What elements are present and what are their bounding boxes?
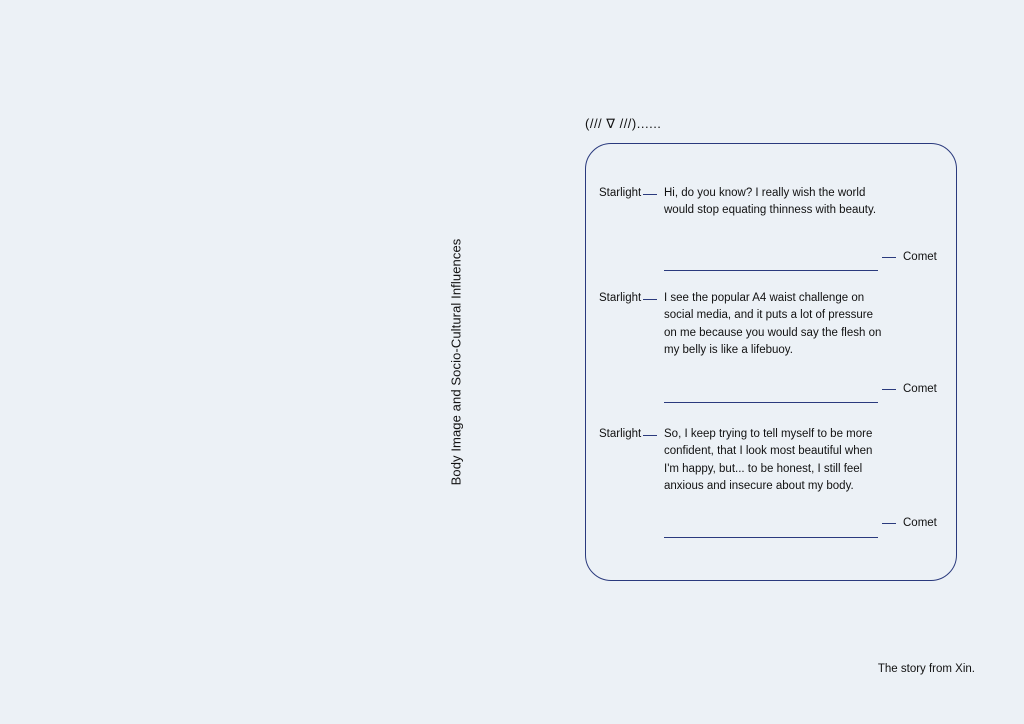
reply-answer-line[interactable] bbox=[664, 402, 878, 403]
speaker-dash bbox=[643, 194, 657, 195]
side-title: Body Image and Socio-Cultural Influences bbox=[448, 238, 464, 486]
reply-dash bbox=[882, 257, 896, 258]
footer-credit: The story from Xin. bbox=[877, 663, 975, 675]
reply-speaker-label: Comet bbox=[903, 251, 937, 263]
reply-speaker-label: Comet bbox=[903, 383, 937, 395]
reply-dash bbox=[882, 389, 896, 390]
reply-answer-line[interactable] bbox=[664, 537, 878, 538]
reply-dash bbox=[882, 523, 896, 524]
speaker-label: Starlight bbox=[599, 428, 642, 440]
reply-answer-line[interactable] bbox=[664, 270, 878, 271]
speaker-label: Starlight bbox=[599, 187, 642, 199]
reply-speaker-label: Comet bbox=[903, 517, 937, 529]
message-text: I see the popular A4 waist challenge on social media, and it puts a lot of pressure on me because you would say the flesh on my belly is like a lifebuoy. bbox=[664, 292, 882, 356]
message-text: Hi, do you know? I really wish the world would stop equating thinness with beauty. bbox=[664, 187, 877, 217]
message-text: So, I keep trying to tell myself to be more confident, that I look most beautiful when I'm happy, but... to be honest, I still feel anxious and insecure about my body. bbox=[664, 428, 873, 492]
speaker-dash bbox=[643, 435, 657, 436]
speaker-label: Starlight bbox=[599, 292, 642, 304]
emoticon-heading: (/// ∇ ///)...... bbox=[585, 116, 662, 131]
speaker-dash bbox=[643, 299, 657, 300]
